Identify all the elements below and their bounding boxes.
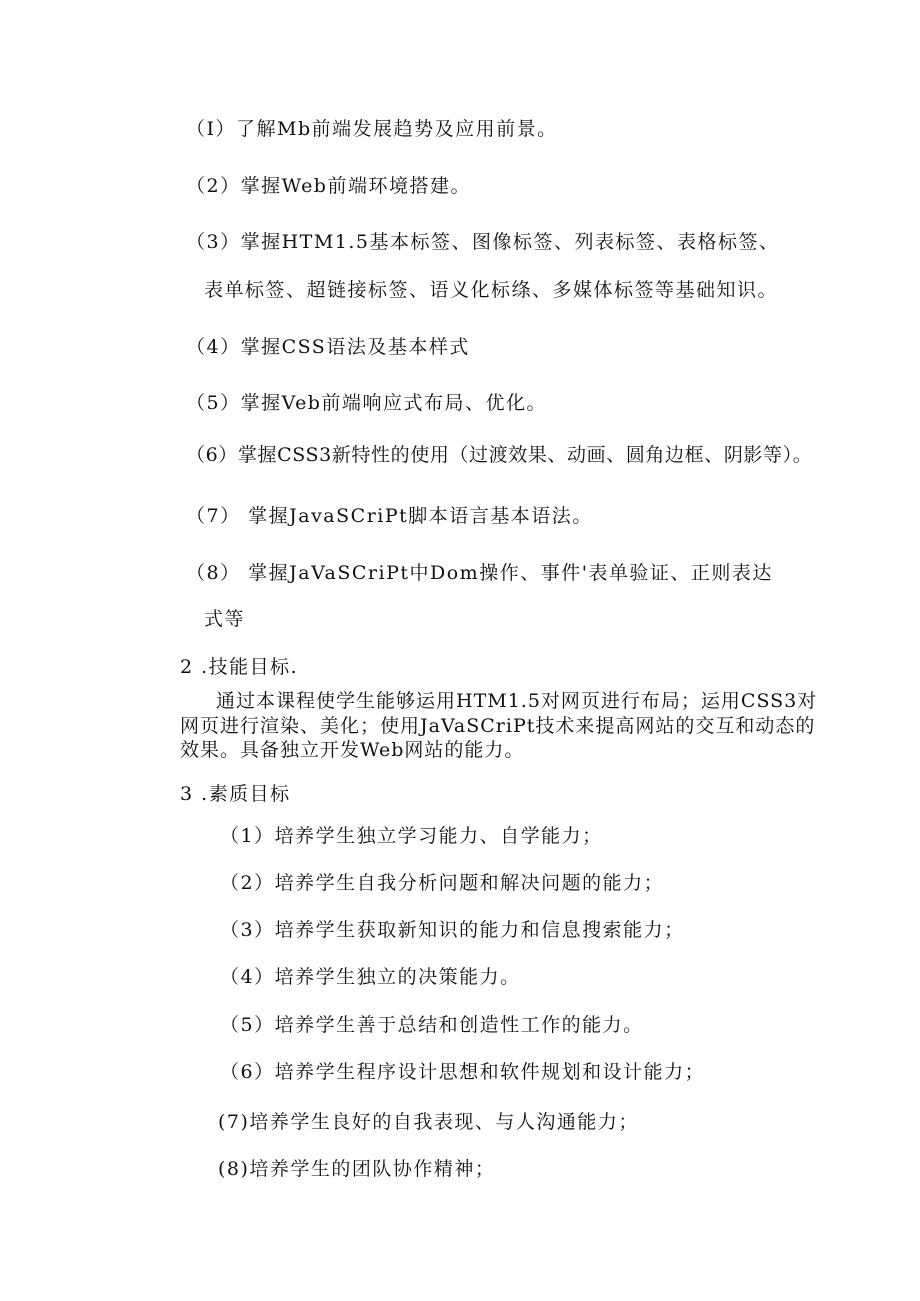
quality-item-3: （3）培养学生获取新知识的能力和信息搜索能力； xyxy=(220,919,685,941)
skills-paragraph: 通过本课程使学生能够运用HTM1.5对网页进行布局；运用CSS3对网页进行渲染、美化；使用JaVaSCriPt技术来提高网站的交互和动态的效果。具备独立开发Web网站的能力。 xyxy=(180,690,818,761)
quality-item-4: （4）培养学生独立的决策能力。 xyxy=(220,966,521,988)
knowledge-item-8: （8） 掌握JaVaSCriPt中Dom操作、事件'表单验证、正则表达 xyxy=(186,562,773,584)
quality-item-6: （6）培养学生程序设计思想和软件规划和设计能力； xyxy=(220,1061,706,1083)
knowledge-item-3-continued: 表单标签、超链接标签、语义化标绦、多媒体标签等基础知识。 xyxy=(204,279,779,301)
knowledge-item-2: （2）掌握Web前端环境搭建。 xyxy=(186,175,471,197)
quality-item-8: (8)培养学生的团队协作精神； xyxy=(218,1158,496,1180)
quality-item-2: （2）培养学生自我分析问题和解决问题的能力； xyxy=(220,872,665,894)
knowledge-item-1: （I）了解Mb前端发展趋势及应用前景。 xyxy=(186,118,558,140)
knowledge-item-4: （4）掌握CSS语法及基本样式 xyxy=(186,336,470,358)
knowledge-item-8-continued: 式等 xyxy=(204,608,246,630)
knowledge-item-7: （7） 掌握JavaSCriPt脚本语言基本语法。 xyxy=(186,505,593,527)
knowledge-item-3: （3）掌握HTM1.5基本标签、图像标签、列表标签、表格标签、 xyxy=(186,231,780,253)
knowledge-item-5: （5）掌握Veb前端响应式布局、优化。 xyxy=(186,392,547,414)
quality-heading: 3 .素质目标 xyxy=(180,783,291,805)
quality-item-1: （1）培养学生独立学习能力、自学能力； xyxy=(220,825,603,847)
knowledge-item-6: （6）掌握CSS3新特性的使用（过渡效果、动画、圆角边框、阴影等）。 xyxy=(186,444,813,466)
skills-heading: 2 .技能目标. xyxy=(180,656,299,678)
quality-item-5: （5）培养学生善于总结和创造性工作的能力。 xyxy=(220,1014,644,1036)
quality-item-7: (7)培养学生良好的自我表现、与人沟通能力； xyxy=(218,1111,639,1133)
